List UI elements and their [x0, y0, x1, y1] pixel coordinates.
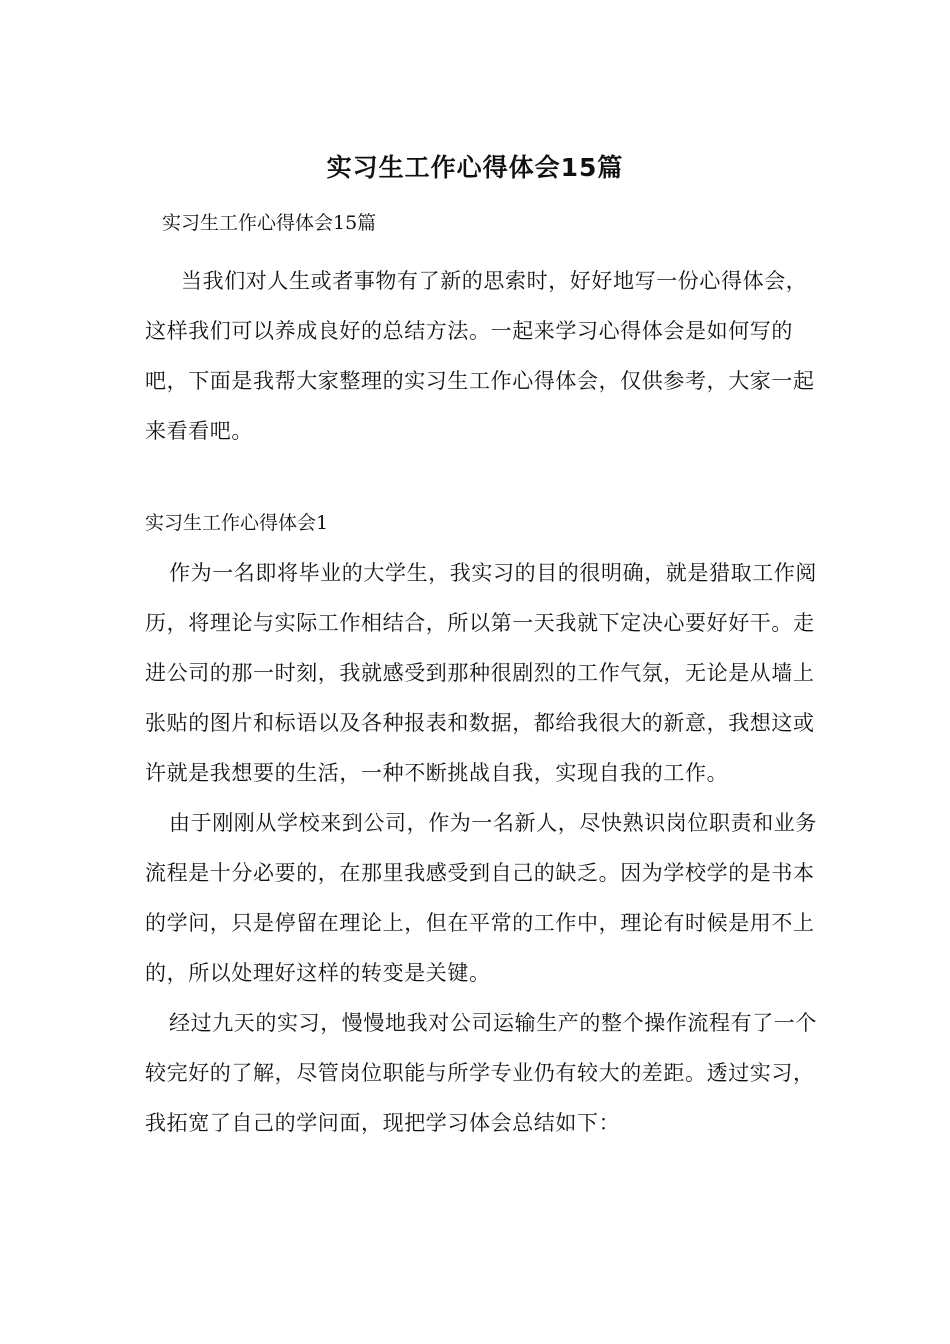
intro-block	[145, 256, 825, 456]
section-heading: 实习生工作心得体会1	[145, 512, 329, 534]
document-subtitle: 实习生工作心得体会15篇	[162, 212, 377, 234]
body-block	[145, 548, 825, 1148]
body-paragraph-1: 作为一名即将毕业的大学生，我实习的目的很明确，就是猎取工作阅历，将理论与实际工作相结合，所以第一天我就下定决心要好好干。走进公司的那一时刻，我就感受到那种很剧烈的工作气氛，无论是从墙上张贴的图片和标语以及各种报表和数据，都给我很大的新意，我想这或许就是我想要的生活，一种不断挑战自我，实现自我的工作。	[145, 561, 817, 785]
body-paragraph-3: 经过九天的实习，慢慢地我对公司运输生产的整个操作流程有了一个较完好的了解，尽管岗位职能与所学专业仍有较大的差距。透过实习，我拓宽了自己的学问面，现把学习体会总结如下：	[145, 1011, 817, 1135]
body-paragraph-2: 由于刚刚从学校来到公司，作为一名新人，尽快熟识岗位职责和业务流程是十分必要的，在那里我感受到自己的缺乏。因为学校学的是书本的学问，只是停留在理论上，但在平常的工作中，理论有时候是用不上的，所以处理好这样的转变是关键。	[145, 811, 817, 985]
document-title: 实习生工作心得体会15篇	[326, 153, 624, 182]
intro-paragraph: 当我们对人生或者事物有了新的思索时，好好地写一份心得体会，这样我们可以养成良好的总结方法。一起来学习心得体会是如何写的吧，下面是我帮大家整理的实习生工作心得体会，仅供参考，大家一起来看看吧。	[145, 269, 815, 443]
